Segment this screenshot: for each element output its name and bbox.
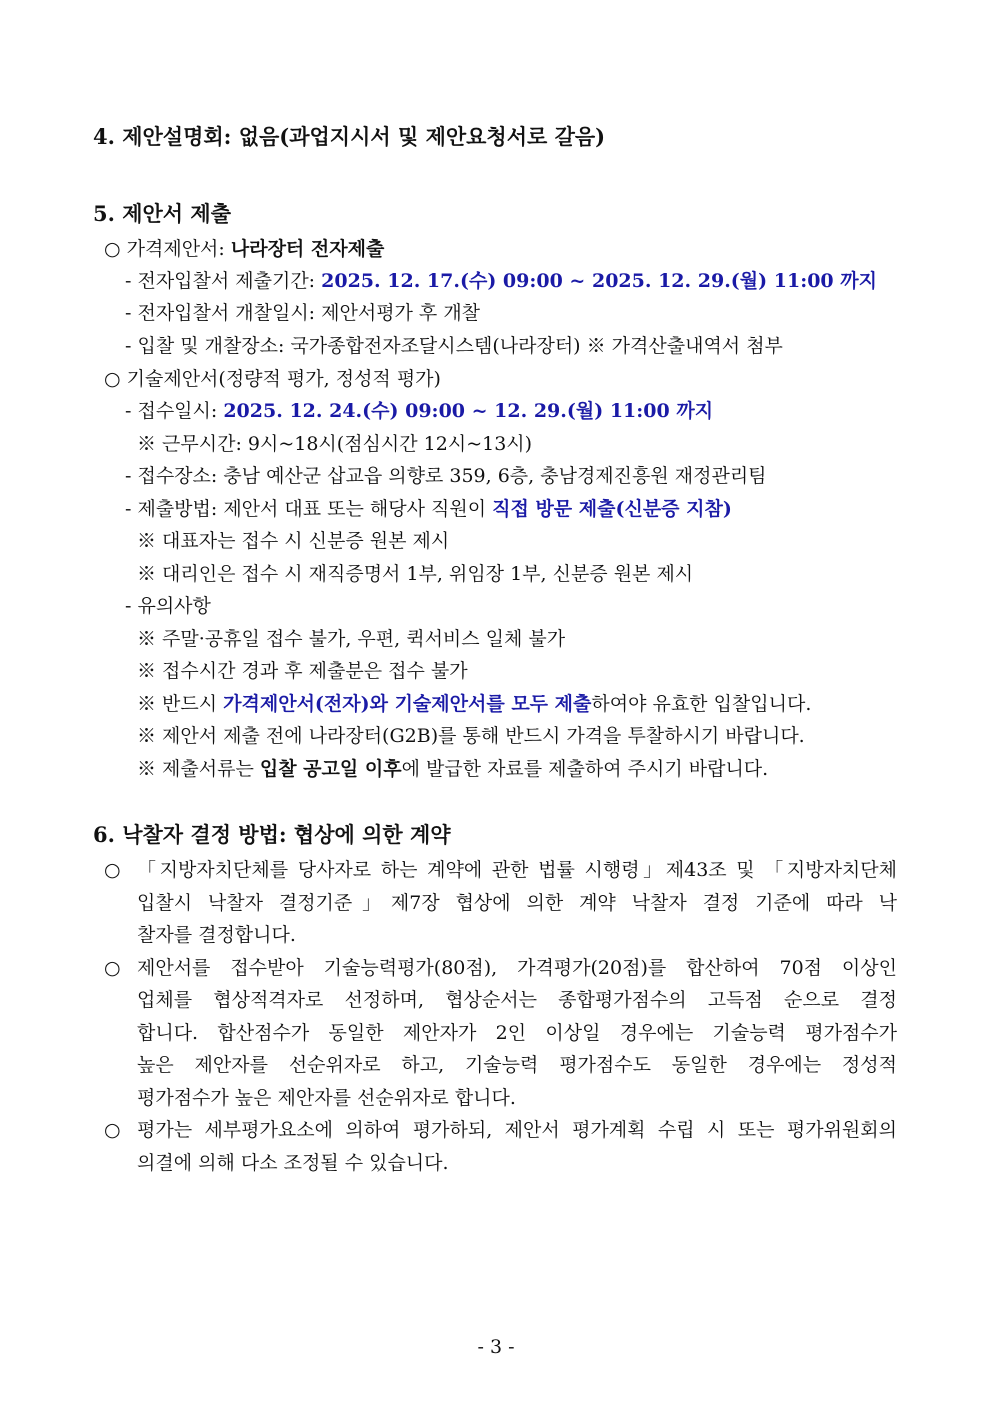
submission-method-label: - 제출방법: 제안서 대표 또는 해당사 직원이 xyxy=(125,498,493,520)
paragraph-line: 제안서를 접수받아 기술능력평가(80점), 가격평가(20점)를 합산하여 70점 이상인 xyxy=(137,957,897,979)
caution-item: ※ 주말·공휴일 접수 불가, 우편, 퀵서비스 일체 불가 xyxy=(137,628,566,650)
bid-period-label: - 전자입찰서 제출기간: xyxy=(125,270,322,292)
bid-period-value: 2025. 12. 17.(수) 09:00 ~ 2025. 12. 29.(월) 11:00 까지 xyxy=(321,270,877,292)
page-number: - 3 - xyxy=(477,1336,515,1358)
bullet-circle: ○ xyxy=(104,859,121,881)
submission-method-line xyxy=(125,496,732,522)
paragraph-line: 평가는 세부평가요소에 의하여 평가하되, 제안서 평가계획 수립 시 또는 평가위원회의 xyxy=(137,1119,897,1141)
caution-item: ※ 접수시간 경과 후 제출분은 접수 불가 xyxy=(137,660,468,682)
section-4-heading: 4. 제안설명회: 없음(과업지시서 및 제안요청서로 갈음) xyxy=(93,124,606,149)
section-6-heading: 6. 낙찰자 결정 방법: 협상에 의한 계약 xyxy=(93,822,451,847)
caution-emphasis: 가격제안서(전자)와 기술제안서를 모두 제출 xyxy=(223,693,592,715)
reception-period-value: 2025. 12. 24.(수) 09:00 ~ 12. 29.(월) 11:00 까지 xyxy=(223,400,714,422)
price-proposal-value: 나라장터 전자제출 xyxy=(230,238,385,260)
bid-opening-line: - 전자입찰서 개찰일시: 제안서평가 후 개찰 xyxy=(125,302,481,324)
price-proposal-line xyxy=(104,236,384,262)
agent-note: ※ 대리인은 접수 시 재직증명서 1부, 위임장 1부, 신분증 원본 제시 xyxy=(137,563,694,585)
bullet-circle: ○ xyxy=(104,1119,121,1141)
working-hours-note: ※ 근무시간: 9시~18시(점심시간 12시~13시) xyxy=(137,433,533,455)
paragraph-line: 업체를 협상적격자로 선정하며, 협상순서는 종합평가점수의 고득점 순으로 결정 xyxy=(137,989,897,1011)
bid-period-line xyxy=(125,268,877,294)
caution-emphasis: 입찰 공고일 이후 xyxy=(259,758,402,780)
reception-period-line xyxy=(125,398,713,424)
paragraph-line: 의결에 의해 다소 조정될 수 있습니다. xyxy=(137,1152,449,1174)
tech-proposal-line xyxy=(104,366,441,392)
tech-proposal-label: 기술제안서(정량적 평가, 정성적 평가) xyxy=(126,368,441,390)
caution-suffix: 에 발급한 자료를 제출하여 주시기 바랍니다. xyxy=(401,758,769,780)
bullet-circle: ○ xyxy=(104,957,121,979)
cautions-label: - 유의사항 xyxy=(125,595,211,617)
bid-place-line: - 입찰 및 개찰장소: 국가종합전자조달시스템(나라장터) ※ 가격산출내역서 첨부 xyxy=(125,335,783,357)
representative-note: ※ 대표자는 접수 시 신분증 원본 제시 xyxy=(137,530,450,552)
paragraph-line: 높은 제안자를 선순위자로 하고, 기술능력 평가점수도 동일한 경우에는 정성적 xyxy=(137,1054,897,1076)
paragraph-line: 합니다. 합산점수가 동일한 제안자가 2인 이상일 경우에는 기술능력 평가점수가 xyxy=(137,1022,897,1044)
caution-item xyxy=(137,756,768,782)
caution-prefix: ※ 제출서류는 xyxy=(137,758,260,780)
bullet-circle: ○ xyxy=(104,238,121,260)
paragraph-line: 찰자를 결정합니다. xyxy=(137,924,296,946)
price-proposal-label: 가격제안서: xyxy=(126,238,231,260)
section-5-heading: 5. 제안서 제출 xyxy=(93,201,231,226)
paragraph-line: 「지방자치단체를 당사자로 하는 계약에 관한 법률 시행령」제43조 및 「지방자치단체 xyxy=(137,859,897,881)
paragraph-line: 입찰시 낙찰자 결정기준」제7장 협상에 의한 계약 낙찰자 결정 기준에 따라 낙 xyxy=(137,892,897,914)
bullet-circle: ○ xyxy=(104,368,121,390)
submission-method-value: 직접 방문 제출(신분증 지참) xyxy=(492,498,732,520)
reception-period-label: - 접수일시: xyxy=(125,400,224,422)
paragraph-line: 평가점수가 높은 제안자를 선순위자로 합니다. xyxy=(137,1087,516,1109)
caution-suffix: 하여야 유효한 입찰입니다. xyxy=(591,693,812,715)
caution-item: ※ 제안서 제출 전에 나라장터(G2B)를 통해 반드시 가격을 투찰하시기 바랍니다. xyxy=(137,725,805,747)
reception-place-line: - 접수장소: 충남 예산군 삽교읍 의향로 359, 6층, 충남경제진흥원 재정관리팀 xyxy=(125,465,767,487)
caution-prefix: ※ 반드시 xyxy=(137,693,224,715)
caution-item xyxy=(137,691,811,717)
